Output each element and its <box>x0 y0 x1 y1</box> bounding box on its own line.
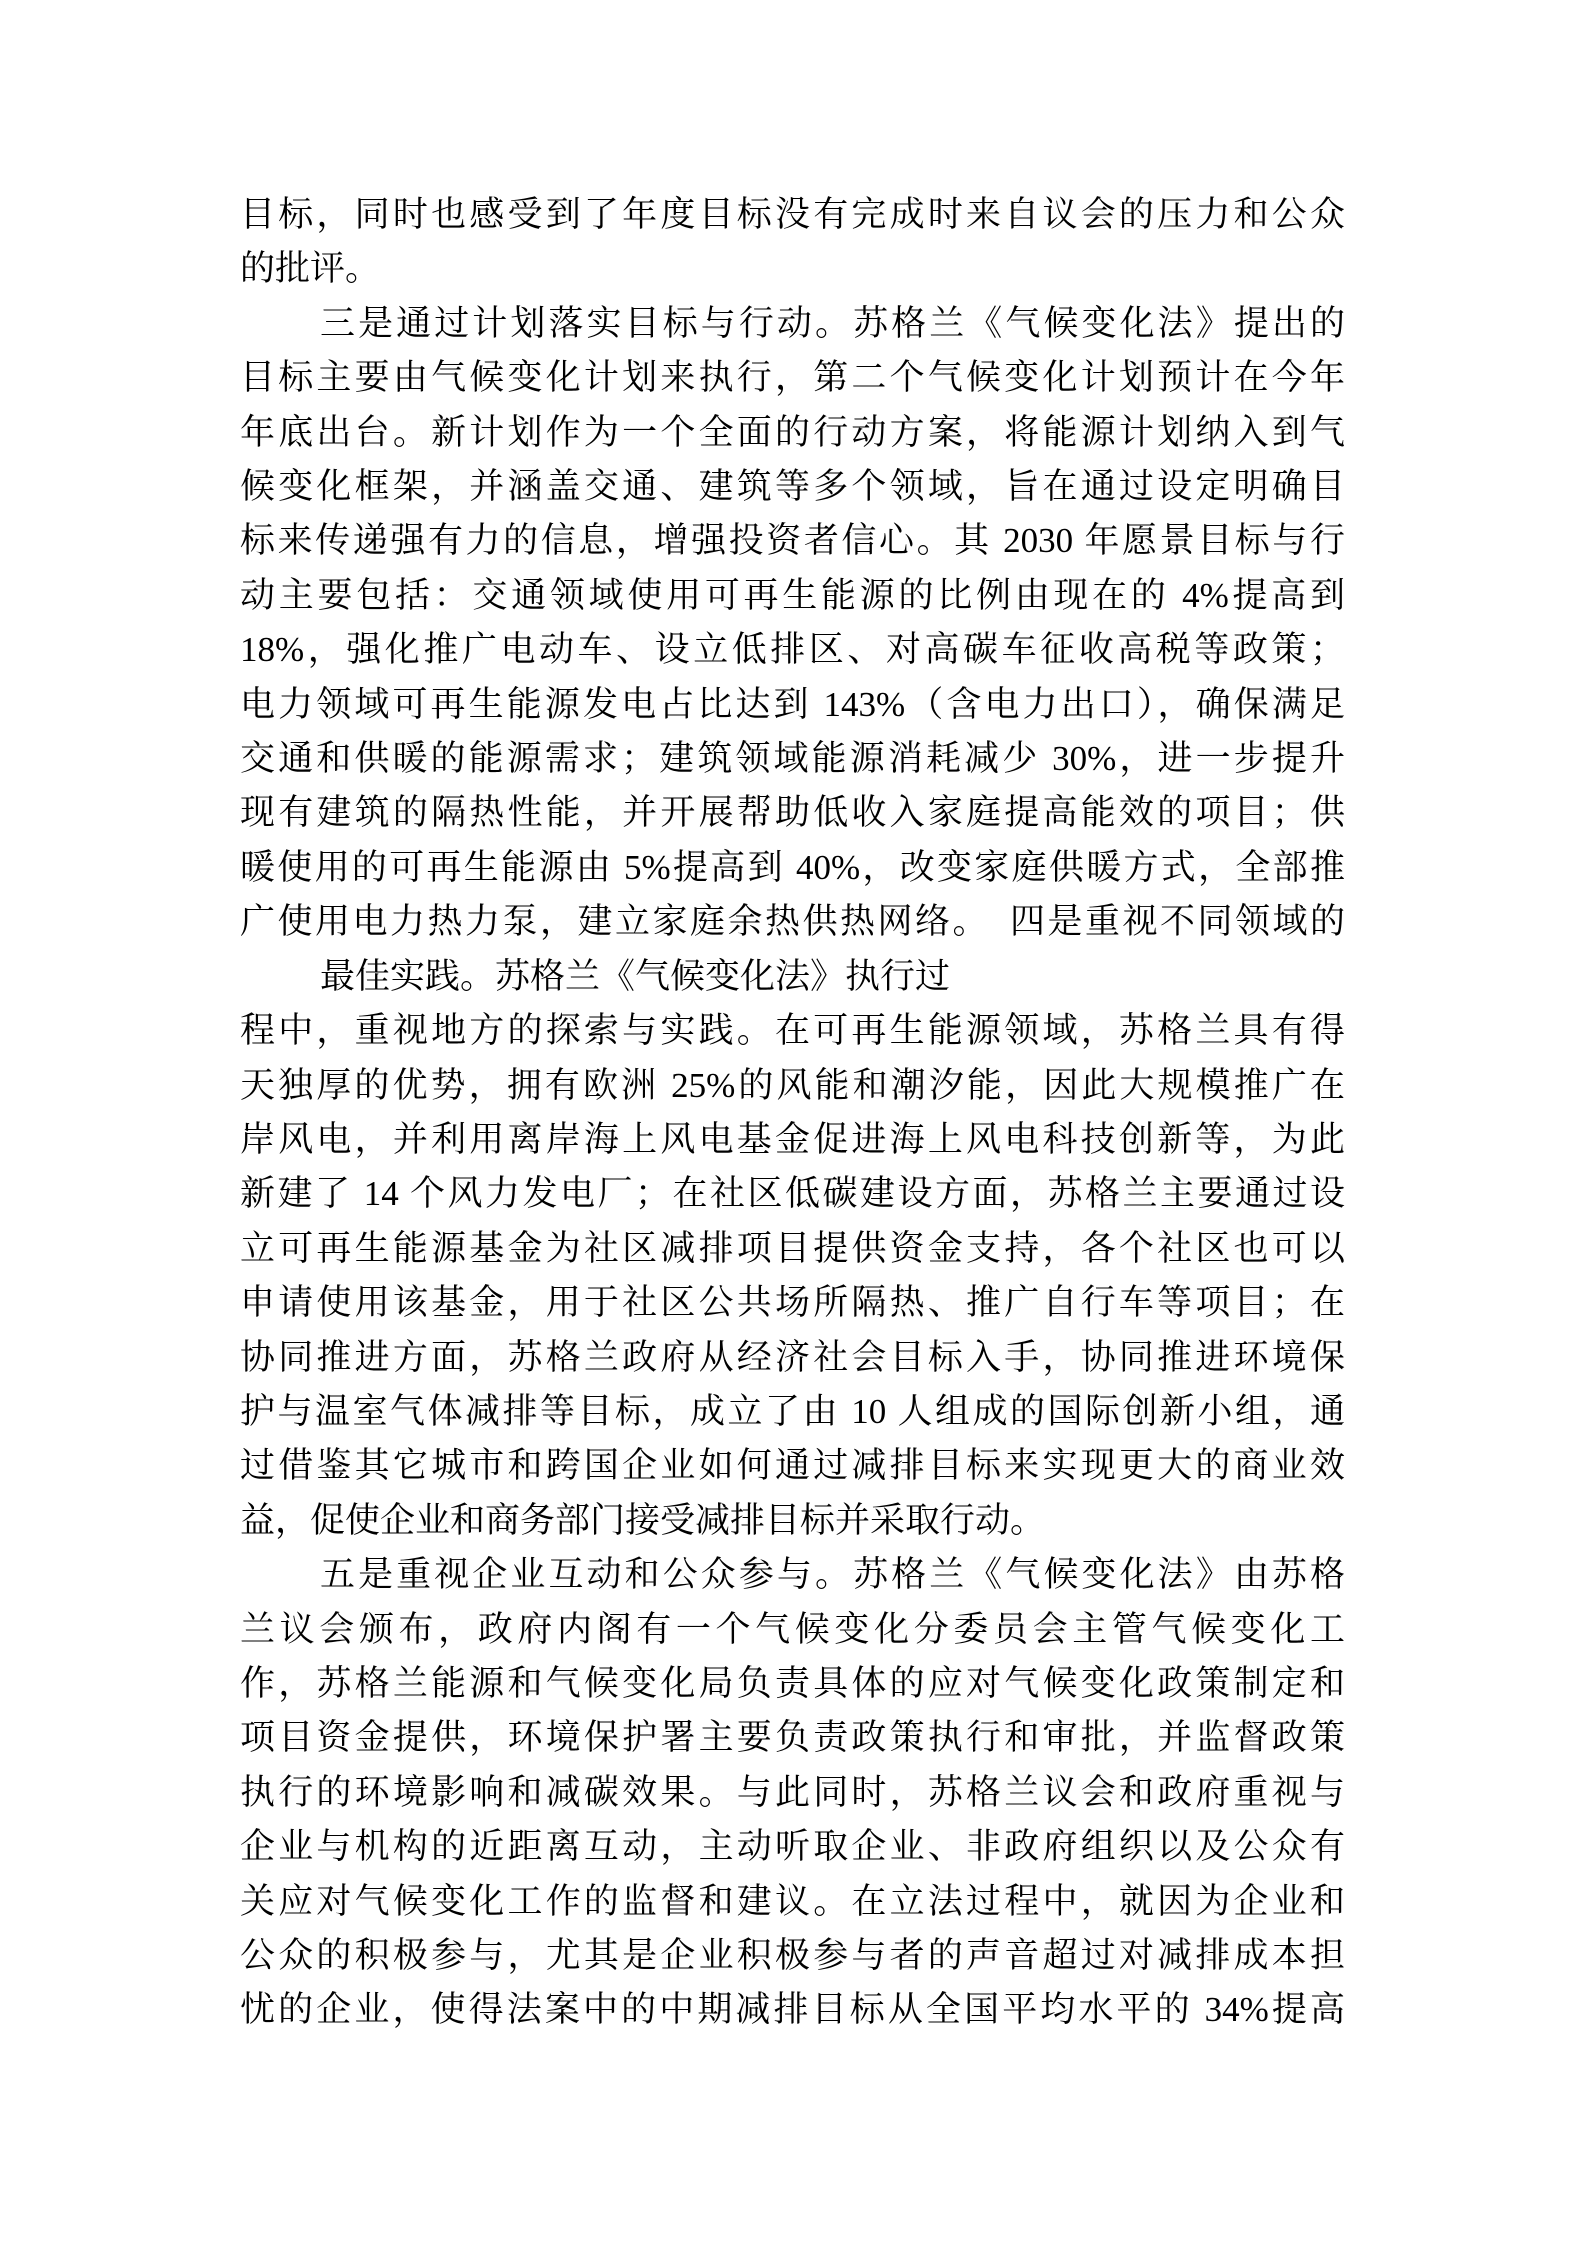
text-line: 18%，强化推广电动车、设立低排区、对高碳车征收高税等政策； <box>240 630 1345 670</box>
text-line: 立可再生能源基金为社区减排项目提供资金支持，各个社区也可以 <box>240 1228 1345 1268</box>
text-line: 公众的积极参与，尤其是企业积极参与者的声音超过对减排成本担 <box>240 1936 1345 1975</box>
text-line: 候变化框架，并涵盖交通、建筑等多个领域，旨在通过设定明确目 <box>240 467 1345 507</box>
text-line: 益，促使企业和商务部门接受减排目标并采取行动。 <box>240 1500 1046 1540</box>
text-line: 岸风电，并利用离岸海上风电基金促进海上风电科技创新等，为此 <box>240 1119 1345 1159</box>
text-line: 动主要包括：交通领域使用可再生能源的比例由现在的 4%提高到 <box>240 575 1345 615</box>
text-line: 申请使用该基金，用于社区公共场所隔热、推广自行车等项目；在 <box>240 1283 1345 1323</box>
text-line: 程中，重视地方的探索与实践。在可再生能源领域，苏格兰具有得 <box>240 1011 1345 1051</box>
text-line: 企业与机构的近距离互动，主动听取企业、非政府组织以及公众有 <box>240 1827 1345 1867</box>
text-line: 的批评。 <box>240 249 381 289</box>
text-line: 暖使用的可再生能源由 5%提高到 40%，改变家庭供暖方式，全部推 <box>240 847 1345 887</box>
text-line: 关应对气候变化工作的监督和建议。在立法过程中，就因为企业和 <box>240 1881 1345 1921</box>
text-line: 新建了 14 个风力发电厂；在社区低碳建设方面，苏格兰主要通过设 <box>240 1174 1345 1214</box>
text-line: 年底出台。新计划作为一个全面的行动方案，将能源计划纳入到气 <box>240 412 1345 452</box>
text-line: 忧的企业，使得法案中的中期减排目标从全国平均水平的 34%提高 <box>240 1990 1345 2030</box>
text-line: 目标主要由气候变化计划来执行，第二个气候变化计划预计在今年 <box>240 358 1345 398</box>
text-line: 兰议会颁布，政府内阁有一个气候变化分委员会主管气候变化工 <box>240 1609 1345 1649</box>
text-line: 电力领域可再生能源发电占比达到 143%（含电力出口），确保满足 <box>240 684 1345 724</box>
text-line: 项目资金提供，环境保护署主要负责政策执行和审批，并监督政策 <box>240 1718 1345 1758</box>
text-line: 五是重视企业互动和公众参与。苏格兰《气候变化法》由苏格 <box>320 1555 1345 1595</box>
text-line: 广使用电力热力泵，建立家庭余热供热网络。 四是重视不同领域的 <box>240 902 1345 942</box>
text-line: 标来传递强有力的信息，增强投资者信心。其 2030 年愿景目标与行 <box>240 521 1345 561</box>
text-line: 执行的环境影响和减碳效果。与此同时，苏格兰议会和政府重视与 <box>240 1772 1345 1812</box>
document-text-body <box>240 188 1345 2038</box>
text-line: 交通和供暖的能源需求；建筑领域能源消耗减少 30%，进一步提升 <box>240 739 1345 779</box>
text-line: 现有建筑的隔热性能，并开展帮助低收入家庭提高能效的项目；供 <box>240 793 1345 833</box>
text-line: 三是通过计划落实目标与行动。苏格兰《气候变化法》提出的 <box>320 303 1345 343</box>
text-line: 护与温室气体减排等目标，成立了由 10 人组成的国际创新小组，通 <box>240 1391 1345 1431</box>
text-line: 过借鉴其它城市和跨国企业如何通过减排目标来实现更大的商业效 <box>240 1446 1345 1486</box>
text-line: 最佳实践。苏格兰《气候变化法》执行过 <box>320 956 951 996</box>
text-line: 目标，同时也感受到了年度目标没有完成时来自议会的压力和公众 <box>240 195 1345 234</box>
text-line: 协同推进方面，苏格兰政府从经济社会目标入手，协同推进环境保 <box>240 1337 1345 1377</box>
text-line: 天独厚的优势，拥有欧洲 25%的风能和潮汐能，因此大规模推广在 <box>240 1065 1345 1105</box>
text-line: 作，苏格兰能源和气候变化局负责具体的应对气候变化政策制定和 <box>240 1663 1345 1703</box>
